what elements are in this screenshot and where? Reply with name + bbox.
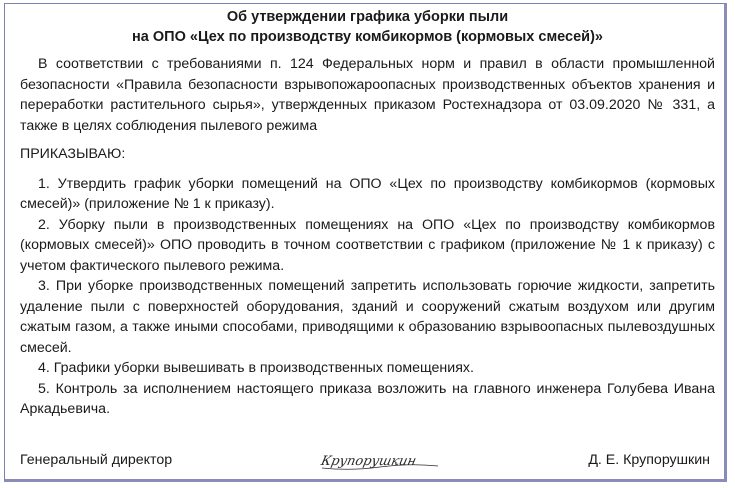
signer-name: Д. Е. Крупорушкин	[588, 452, 710, 468]
title-line-2: на ОПО «Цех по производству комбикормов (кормовых смесей)»	[132, 29, 603, 45]
intro-paragraph: В соответствии с требованиями п. 124 Федеральных норм и правил в области промышленной безопасности «Правила безопасности взрывопожароопасных производственных объектов хранения и переработки растительного сырья», утвержденных приказом Ростехнадзора от 03.09.2020 № 331, а также в целях соблюдения пылевого режима	[20, 56, 715, 134]
signature-script: Крупорушкин	[320, 454, 418, 469]
document-title	[20, 7, 715, 47]
title-line-1: Об утверждении графика уборки пыли	[226, 9, 509, 25]
signer-position: Генеральный директор	[20, 452, 173, 468]
signature-row	[20, 452, 710, 476]
order-word: ПРИКАЗЫВАЮ:	[20, 146, 126, 162]
order-item-2: 2. Уборку пыли в производственных помещениях на ОПО «Цех по производству комбикормов (кормовых смесей)» ОПО проводить в точном соответствии с графиком (приложение № 1 к приказу) с учетом фактического пылевого режима.	[20, 216, 715, 274]
order-item-4: 4. Графики уборки вывешивать в производственных помещениях.	[38, 360, 474, 376]
order-item-3: 3. При уборке производственных помещений запретить использовать горючие жидкости, запретить удаление пыли с поверхностей оборудования, зданий и сооружений сжатым воздухом или другим сжатым газом, а также иными способами, приводящими к образованию взрывоопасных пылевоздушных смесей.	[20, 278, 715, 356]
order-item-5: 5. Контроль за исполнением настоящего приказа возложить на главного инженера Голубева Ивана Аркадьевича.	[20, 380, 715, 417]
order-item-1: 1. Утвердить график уборки помещений на ОПО «Цех по производству комбикормов (кормовых смесей)» (приложение № 1 к приказу).	[20, 175, 715, 212]
order-document	[20, 7, 715, 420]
handwritten-signature	[320, 448, 440, 474]
